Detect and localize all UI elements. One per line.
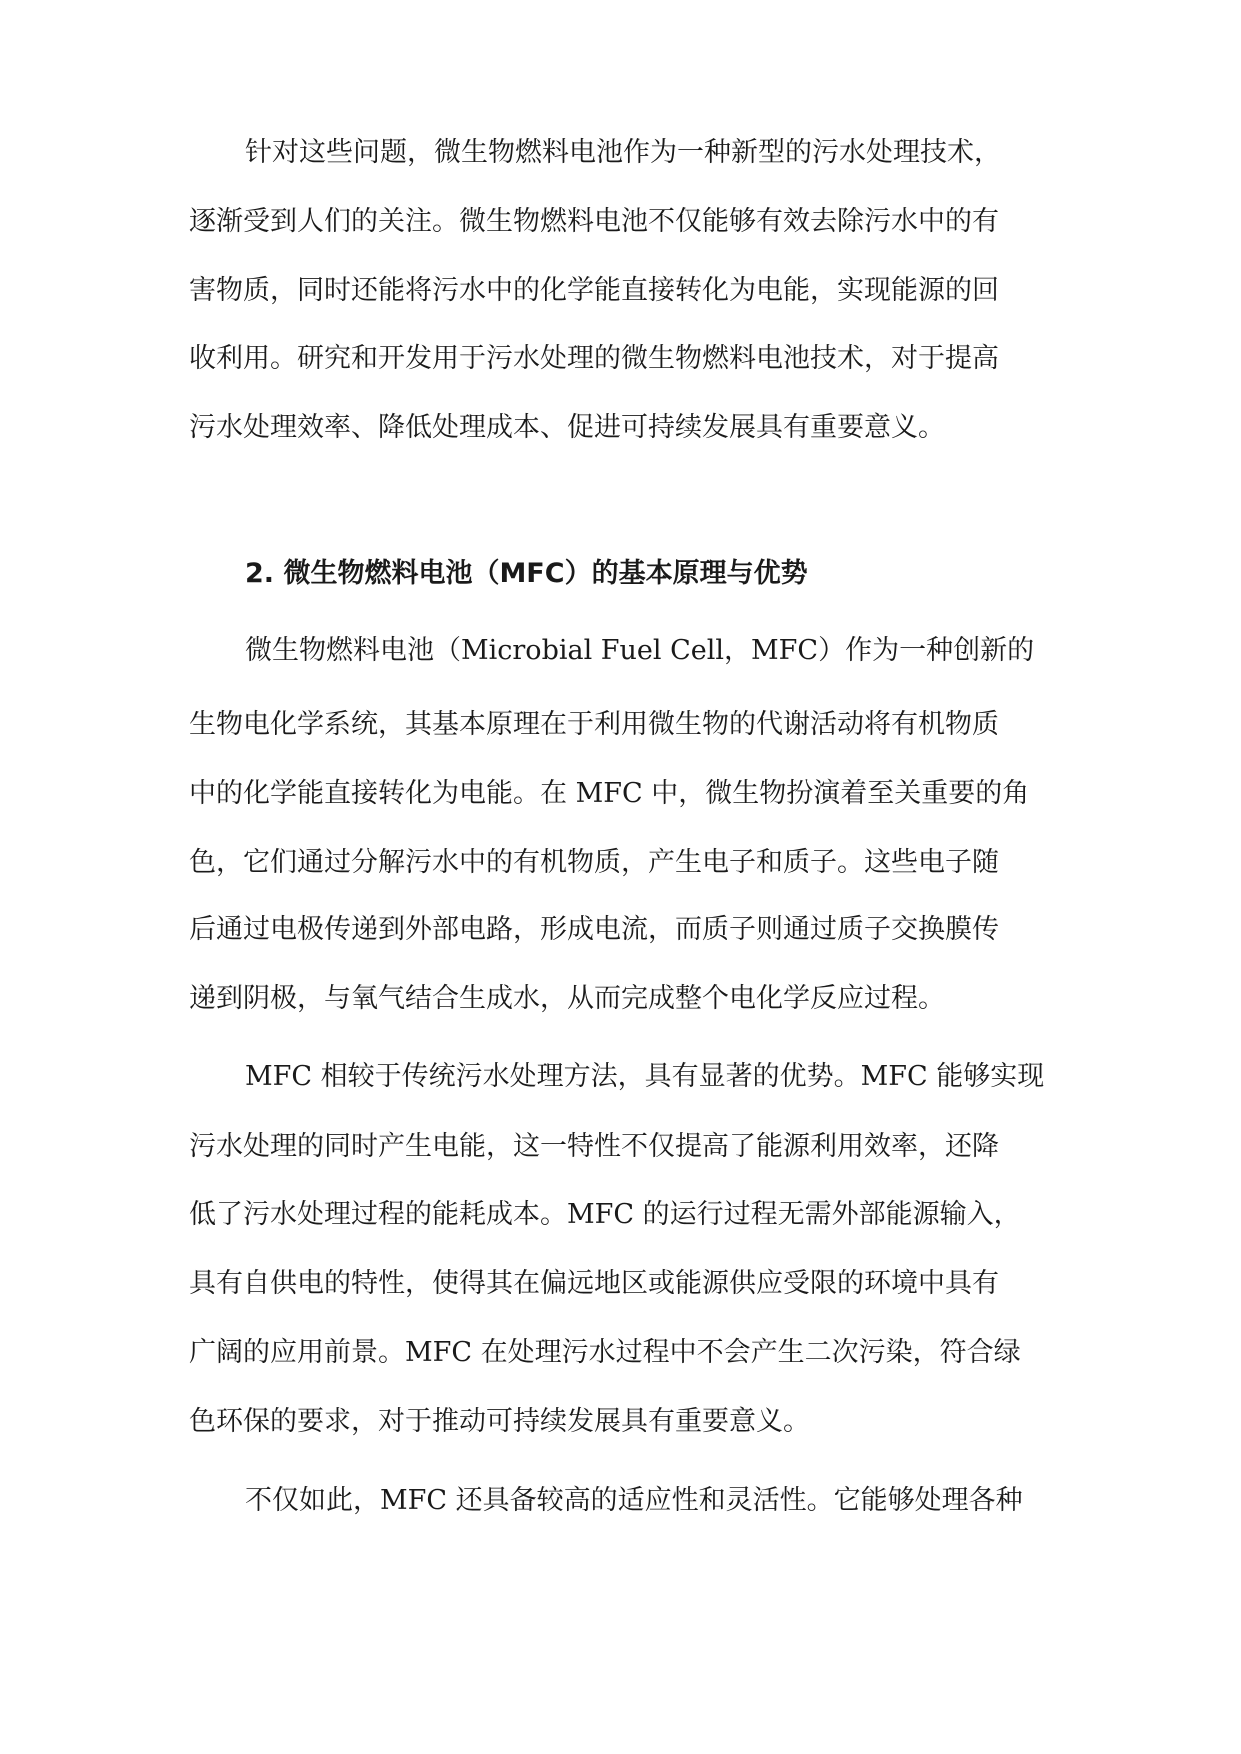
paragraph-3-line-3: 低了污水处理过程的能耗成本。MFC 的运行过程无需外部能源输入， — [189, 1199, 1021, 1230]
paragraph-3-line-5: 广阔的应用前景。MFC 在处理污水过程中不会产生二次污染，符合绿 — [189, 1337, 1021, 1368]
paragraph-1-line-2: 逐渐受到人们的关注。微生物燃料电池不仅能够有效去除污水中的有 — [189, 206, 999, 237]
paragraph-3-line-2: 污水处理的同时产生电能，这一特性不仅提高了能源利用效率，还降 — [189, 1131, 999, 1162]
paragraph-1-line-4: 收利用。研究和开发用于污水处理的微生物燃料电池技术，对于提高 — [189, 343, 999, 374]
paragraph-2-line-6: 递到阴极，与氧气结合生成水，从而完成整个电化学反应过程。 — [189, 983, 945, 1014]
section-heading: 2. 微生物燃料电池（MFC）的基本原理与优势 — [245, 558, 808, 589]
paragraph-1-line-5: 污水处理效率、降低处理成本、促进可持续发展具有重要意义。 — [189, 412, 945, 443]
paragraph-2-line-2: 生物电化学系统，其基本原理在于利用微生物的代谢活动将有机物质 — [189, 709, 999, 740]
paragraph-2-line-3: 中的化学能直接转化为电能。在 MFC 中，微生物扮演着至关重要的角 — [189, 778, 1030, 809]
paragraph-3-line-1: MFC 相较于传统污水处理方法，具有显著的优势。MFC 能够实现 — [245, 1061, 1045, 1092]
paragraph-2-line-5: 后通过电极传递到外部电路，形成电流，而质子则通过质子交换膜传 — [189, 914, 999, 945]
paragraph-2-line-1: 微生物燃料电池（Microbial Fuel Cell，MFC）作为一种创新的 — [245, 635, 1035, 666]
paragraph-2-line-4: 色，它们通过分解污水中的有机物质，产生电子和质子。这些电子随 — [189, 847, 999, 878]
paragraph-4-line-1: 不仅如此，MFC 还具备较高的适应性和灵活性。它能够处理各种 — [245, 1485, 1023, 1516]
paragraph-3-line-4: 具有自供电的特性，使得其在偏远地区或能源供应受限的环境中具有 — [189, 1268, 999, 1299]
paragraph-1-line-3: 害物质，同时还能将污水中的化学能直接转化为电能，实现能源的回 — [189, 275, 999, 306]
paragraph-3-line-6: 色环保的要求，对于推动可持续发展具有重要意义。 — [189, 1406, 810, 1437]
paragraph-1-line-1: 针对这些问题，微生物燃料电池作为一种新型的污水处理技术， — [245, 137, 1001, 168]
